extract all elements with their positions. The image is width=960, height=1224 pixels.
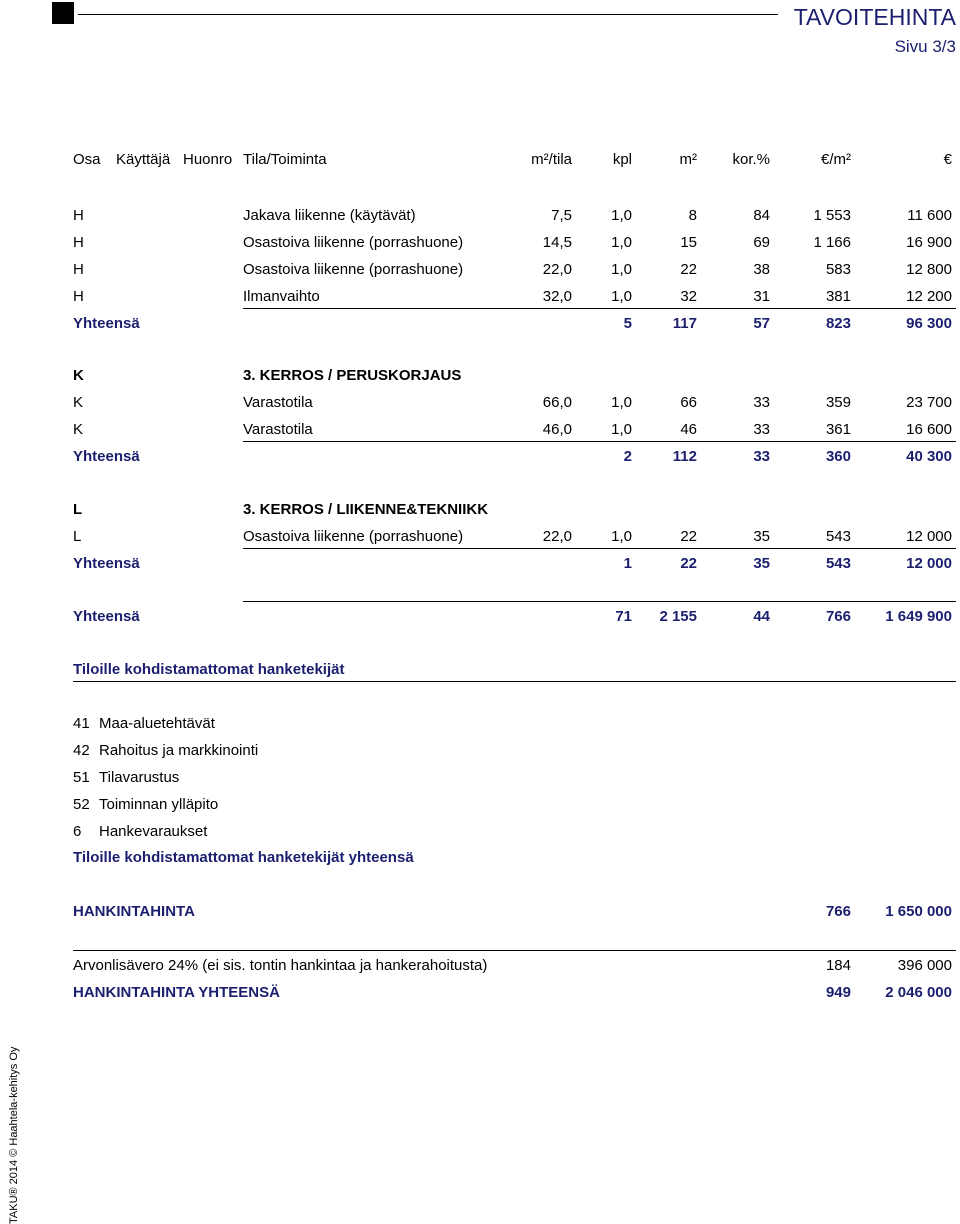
cell-m2: 22 <box>680 261 697 278</box>
logo-square <box>52 2 74 24</box>
cell-kor: 69 <box>753 234 770 251</box>
cell-m2: 46 <box>680 421 697 438</box>
table-row <box>0 421 960 441</box>
total-label: Yhteensä <box>73 555 140 572</box>
vat-eur-m2: 184 <box>825 957 851 974</box>
table-row <box>0 394 960 414</box>
item-name: Maa-aluetehtävät <box>99 715 215 732</box>
cell-osa: K <box>73 421 84 438</box>
cell-kor: 33 <box>753 394 770 411</box>
cell-osa: K <box>73 394 84 411</box>
cell-tila: Varastotila <box>243 394 313 411</box>
hankintahinta-row <box>0 903 960 923</box>
cell-m2-tila: 22,0 <box>542 261 572 278</box>
cell-kor: 35 <box>753 528 770 545</box>
col-eur: € <box>943 151 952 168</box>
hankintahinta-eur: 1 650 000 <box>885 903 952 920</box>
list-item <box>0 742 960 762</box>
cell-m2-tila: 46,0 <box>542 421 572 438</box>
col-kor: kor.% <box>732 151 770 168</box>
section-heading-title: 3. KERROS / PERUSKORJAUS <box>243 367 462 384</box>
item-name: Rahoitus ja markkinointi <box>99 742 259 759</box>
cell-kpl: 1,0 <box>611 234 632 251</box>
col-kpl: kpl <box>612 151 632 168</box>
cost-items-rule <box>73 681 956 682</box>
col-kayttaja: Käyttäjä <box>116 151 171 168</box>
cell-eur-m2: 583 <box>825 261 851 278</box>
cell-tila: Osastoiva liikenne (porrashuone) <box>243 528 464 545</box>
cell-m2: 15 <box>680 234 697 251</box>
cell-osa: H <box>73 207 84 224</box>
cell-osa: L <box>73 528 82 545</box>
col-m2-tila: m²/tila <box>531 151 572 168</box>
cell-kor: 33 <box>753 421 770 438</box>
total-eur: 96 300 <box>906 315 952 332</box>
section-rule <box>243 548 956 549</box>
cell-eur: 23 700 <box>906 394 952 411</box>
cell-eur-m2: 361 <box>825 421 851 438</box>
total-m2: 22 <box>680 555 697 572</box>
cell-m2: 8 <box>688 207 697 224</box>
total-eur-m2: 543 <box>825 555 851 572</box>
section-heading-osa: K <box>73 367 84 384</box>
column-header-row <box>0 151 960 171</box>
cell-kor: 31 <box>753 288 770 305</box>
cell-kor: 38 <box>753 261 770 278</box>
cell-eur: 12 200 <box>906 288 952 305</box>
total-label: Yhteensä <box>73 448 140 465</box>
vat-eur: 396 000 <box>897 957 952 974</box>
cell-m2-tila: 14,5 <box>542 234 572 251</box>
cost-items-total-label: Tiloille kohdistamattomat hanketekijät yhteensä <box>73 849 414 866</box>
grand-total-m2: 2 155 <box>659 608 697 625</box>
grand-total-label: Yhteensä <box>73 608 140 625</box>
cell-kor: 84 <box>753 207 770 224</box>
cost-items-heading: Tiloille kohdistamattomat hanketekijät <box>73 661 345 678</box>
total-m2: 112 <box>672 448 697 465</box>
item-number: 52 <box>73 796 90 813</box>
cell-kpl: 1,0 <box>611 528 632 545</box>
item-number: 51 <box>73 769 90 786</box>
section-rule <box>243 441 956 442</box>
total-eur: 12 000 <box>906 555 952 572</box>
total-eur: 40 300 <box>906 448 952 465</box>
table-row <box>0 207 960 227</box>
cell-osa: H <box>73 261 84 278</box>
section-heading-title: 3. KERROS / LIIKENNE&TEKNIIKK <box>243 501 489 518</box>
page-number: Sivu 3/3 <box>894 37 956 56</box>
total-kor: 57 <box>753 315 770 332</box>
cell-m2: 22 <box>680 528 697 545</box>
total-eur-m2: 823 <box>825 315 851 332</box>
hankintahinta-eur-m2: 766 <box>825 903 851 920</box>
table-row <box>0 288 960 308</box>
col-tila: Tila/Toiminta <box>243 151 327 168</box>
cell-m2-tila: 32,0 <box>542 288 572 305</box>
list-item <box>0 823 960 843</box>
total-m2: 117 <box>672 315 697 332</box>
cell-tila: Ilmanvaihto <box>243 288 320 305</box>
grand-total-eur-m2: 766 <box>825 608 851 625</box>
cell-tila: Jakava liikenne (käytävät) <box>243 207 416 224</box>
cell-eur: 12 800 <box>906 261 952 278</box>
cell-eur: 16 900 <box>906 234 952 251</box>
cell-m2-tila: 22,0 <box>542 528 572 545</box>
cell-eur-m2: 381 <box>825 288 851 305</box>
table-row <box>0 261 960 281</box>
list-item <box>0 796 960 816</box>
cell-eur: 12 000 <box>906 528 952 545</box>
grand-total-rule <box>243 601 956 602</box>
section-heading <box>0 501 960 521</box>
table-row <box>0 234 960 254</box>
cell-kpl: 1,0 <box>611 207 632 224</box>
item-name: Hankevaraukset <box>99 823 208 840</box>
grand-total-row <box>0 608 960 628</box>
header-rule <box>78 14 778 15</box>
hankintahinta-total-row <box>0 984 960 1004</box>
total-kor: 35 <box>753 555 770 572</box>
cell-eur: 11 600 <box>907 207 952 224</box>
cell-osa: H <box>73 288 84 305</box>
cell-m2: 66 <box>680 394 697 411</box>
list-item <box>0 769 960 789</box>
cell-m2-tila: 7,5 <box>551 207 572 224</box>
col-huonro: Huonro <box>183 151 233 168</box>
hankintahinta-label: HANKINTAHINTA <box>73 903 195 920</box>
cost-items-total-row <box>0 849 960 869</box>
cell-m2: 32 <box>680 288 697 305</box>
cell-eur-m2: 1 166 <box>813 234 851 251</box>
grand-total-kor: 44 <box>753 608 770 625</box>
cell-eur: 16 600 <box>906 421 952 438</box>
cell-tila: Osastoiva liikenne (porrashuone) <box>243 234 464 251</box>
total-eur-m2: 360 <box>825 448 851 465</box>
section-total-row <box>0 315 960 335</box>
cell-kpl: 1,0 <box>611 288 632 305</box>
item-number: 42 <box>73 742 90 759</box>
total-kpl: 5 <box>623 315 632 332</box>
vat-rule <box>73 950 956 951</box>
total-kor: 33 <box>753 448 770 465</box>
item-number: 41 <box>73 715 90 732</box>
total-label: Yhteensä <box>73 315 140 332</box>
section-rule <box>243 308 956 309</box>
col-osa: Osa <box>73 151 101 168</box>
total-kpl: 1 <box>623 555 632 572</box>
list-item <box>0 715 960 735</box>
section-heading <box>0 367 960 387</box>
grand-total-eur: 1 649 900 <box>885 608 952 625</box>
vat-row <box>0 957 960 977</box>
cell-kpl: 1,0 <box>611 394 632 411</box>
cell-kpl: 1,0 <box>611 421 632 438</box>
item-number: 6 <box>73 823 82 840</box>
hankintahinta-total-label: HANKINTAHINTA YHTEENSÄ <box>73 984 280 1001</box>
item-name: Tilavarustus <box>99 769 180 786</box>
grand-total-kpl: 71 <box>615 608 632 625</box>
cell-kpl: 1,0 <box>611 261 632 278</box>
cell-eur-m2: 543 <box>825 528 851 545</box>
section-heading-osa: L <box>73 501 83 518</box>
cell-osa: H <box>73 234 84 251</box>
cell-tila: Varastotila <box>243 421 313 438</box>
hankintahinta-total-eur: 2 046 000 <box>885 984 952 1001</box>
cell-tila: Osastoiva liikenne (porrashuone) <box>243 261 464 278</box>
hankintahinta-total-eur-m2: 949 <box>825 984 851 1001</box>
cell-eur-m2: 359 <box>825 394 851 411</box>
section-total-row <box>0 555 960 575</box>
document-title: TAVOITEHINTA <box>793 4 956 30</box>
col-m2: m² <box>679 151 697 168</box>
total-kpl: 2 <box>623 448 632 465</box>
section-total-row <box>0 448 960 468</box>
cost-items-heading-row <box>0 661 960 681</box>
col-eur-m2: €/m² <box>821 151 851 168</box>
table-row <box>0 528 960 548</box>
cell-eur-m2: 1 553 <box>813 207 851 224</box>
vat-label: Arvonlisävero 24% (ei sis. tontin hankintaa ja hankerahoitusta) <box>73 957 488 974</box>
copyright-footer: TAKU® 2014 © Haahtela-kehitys Oy <box>8 1046 20 1224</box>
cell-m2-tila: 66,0 <box>542 394 572 411</box>
item-name: Toiminnan ylläpito <box>99 796 219 813</box>
